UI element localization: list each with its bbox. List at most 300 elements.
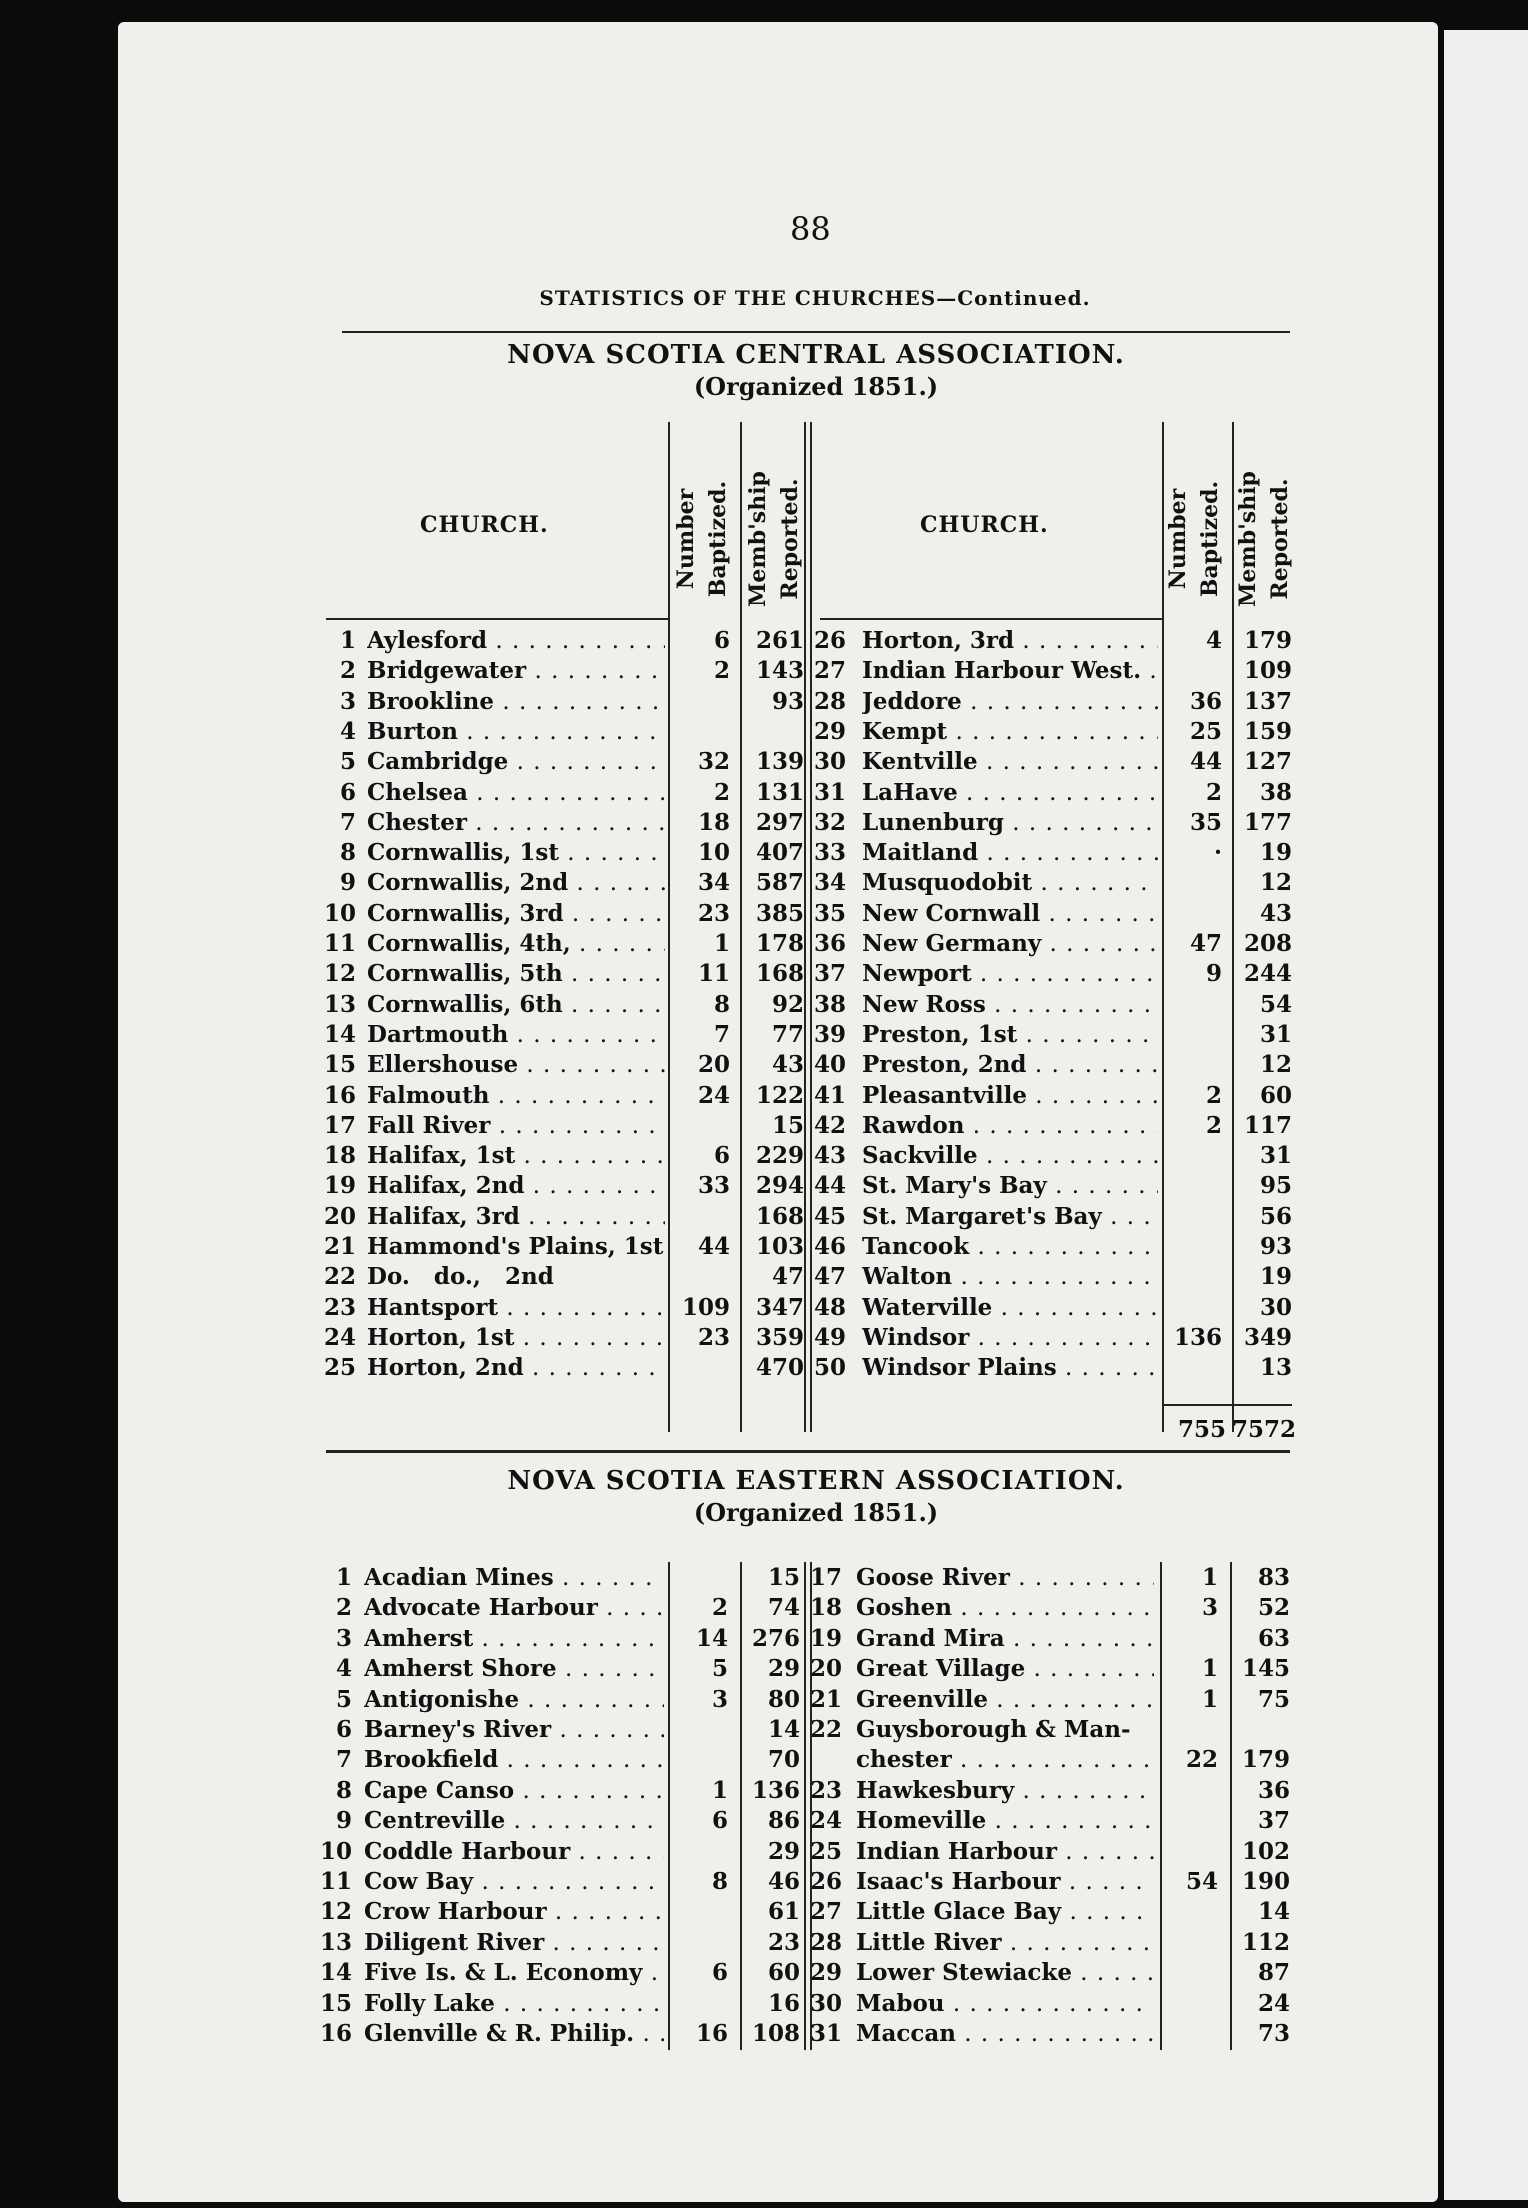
table-row (0, 1353, 1528, 1383)
row-number: 19 (809, 1624, 842, 1652)
table-row (0, 1293, 1528, 1323)
church-name: Five Is. & L. Economy . . . (364, 1958, 664, 1988)
church-name: Centreville . . . (364, 1806, 664, 1836)
table-row (0, 626, 1528, 656)
membership-value: 54 (1259, 990, 1292, 1018)
church-name: Chester . . . (367, 808, 665, 838)
membership-value: 139 (755, 748, 804, 776)
table-row (0, 1867, 1528, 1897)
row-number: 41 (813, 1081, 846, 1109)
row-number: 15 (319, 1989, 352, 2017)
baptized-value: 44 (1189, 748, 1222, 776)
row-number: 44 (813, 1172, 846, 1200)
baptized-value: 5 (711, 1655, 728, 1683)
membership-value: 31 (1259, 1142, 1292, 1170)
membership-value: 61 (767, 1898, 800, 1926)
membership-value: 179 (1243, 627, 1292, 654)
row-number: 21 (323, 1233, 356, 1260)
membership-value: 159 (1243, 717, 1292, 745)
row-number: 5 (339, 748, 356, 776)
table-row (0, 838, 1528, 868)
membership-value: 60 (767, 1959, 800, 1987)
row-number: 22 (323, 1263, 356, 1291)
church-name: St. Margaret's Bay . . . (862, 1202, 1158, 1232)
table-row (0, 1563, 1528, 1593)
membership-value: 407 (755, 839, 804, 867)
central-subtitle: (Organized 1851.) (693, 372, 939, 401)
row-number: 24 (323, 1323, 356, 1351)
church-name: Cornwallis, 6th . . . (367, 990, 665, 1020)
church-name: Ellershouse . . . (367, 1050, 665, 1080)
church-name: Sackville . . . (862, 1141, 1158, 1171)
row-number: 29 (813, 717, 846, 745)
baptized-value: 20 (697, 1051, 730, 1079)
membership-value: 347 (755, 1293, 804, 1321)
church-name: Jeddore . . . (862, 687, 1158, 717)
table-row (0, 1171, 1528, 1201)
header-rule-left (326, 618, 668, 620)
membership-value: 244 (1243, 960, 1292, 988)
row-number: 21 (809, 1685, 842, 1713)
church-name: Hawkesbury . . . (856, 1776, 1154, 1806)
row-number: 28 (809, 1928, 842, 1956)
church-name: Amherst Shore . . . (364, 1654, 664, 1684)
row-number: 25 (323, 1354, 356, 1382)
membership-value: 14 (1257, 1898, 1290, 1926)
church-name: Indian Harbour . . . (856, 1837, 1154, 1867)
row-number: 39 (813, 1020, 846, 1048)
church-name: Fall River . . . (367, 1111, 665, 1141)
row-number: 49 (813, 1323, 846, 1351)
church-name: Cornwallis, 4th, . . . (367, 929, 665, 959)
membership-value: 103 (755, 1233, 804, 1260)
church-name: Kempt . . . (862, 717, 1158, 747)
church-name: Amherst . . . (364, 1624, 664, 1654)
table-row (0, 1776, 1528, 1806)
col-divider (668, 422, 670, 1432)
table-row (0, 1262, 1528, 1292)
church-name: LaHave . . . (862, 778, 1158, 808)
baptized-value: 34 (697, 869, 730, 897)
table-row (0, 1624, 1528, 1654)
church-name: Burton . . . (367, 717, 665, 747)
row-number: 47 (813, 1263, 846, 1291)
table-row (0, 687, 1528, 717)
church-name: Horton, 2nd . . . (367, 1353, 665, 1383)
church-name: Antigonishe . . . (364, 1685, 664, 1715)
church-name: Falmouth . . . (367, 1081, 665, 1111)
membership-value: 29 (767, 1837, 800, 1865)
membership-value: 294 (755, 1172, 804, 1200)
membership-value: 208 (1243, 930, 1292, 957)
church-name: Crow Harbour . . . (364, 1897, 664, 1927)
church-name: Goshen . . . (856, 1593, 1154, 1623)
row-number: 25 (809, 1837, 842, 1865)
membership-value: 15 (767, 1564, 800, 1591)
baptized-value: 2 (1205, 1111, 1222, 1139)
membership-value: 92 (771, 990, 804, 1018)
eastern-title: NOVA SCOTIA EASTERN ASSOCIATION. (507, 1466, 1125, 1496)
membership-value: 52 (1257, 1594, 1290, 1622)
membership-value: 93 (771, 687, 804, 715)
row-number: 2 (335, 1594, 352, 1622)
row-number: 45 (813, 1202, 846, 1230)
membership-value: 77 (771, 1020, 804, 1048)
row-number: 27 (809, 1898, 842, 1926)
row-number: 36 (813, 930, 846, 957)
membership-value: 15 (771, 1111, 804, 1139)
row-number: 3 (339, 687, 356, 715)
church-name: Windsor Plains . . . (862, 1353, 1158, 1383)
table-row (0, 1685, 1528, 1715)
church-name: Pleasantville . . . (862, 1081, 1158, 1111)
baptized-value: 6 (713, 627, 730, 654)
row-number: 3 (335, 1624, 352, 1652)
membership-value: 190 (1241, 1868, 1290, 1895)
church-name: Glenville & R. Philip. . . . (364, 2019, 664, 2049)
row-number: 14 (323, 1020, 356, 1048)
church-header-right: CHURCH. (920, 512, 1049, 538)
row-number: 10 (319, 1837, 352, 1865)
baptized-value: 8 (711, 1868, 728, 1895)
row-number: 23 (323, 1293, 356, 1321)
table-row (0, 1928, 1528, 1958)
col-divider (1232, 422, 1234, 1432)
row-number: 17 (809, 1564, 842, 1591)
baptized-value: 2 (711, 1594, 728, 1622)
baptized-value: 16 (695, 2020, 728, 2047)
membership-value: 297 (755, 808, 804, 836)
row-number: 24 (809, 1807, 842, 1835)
membership-value: 127 (1243, 748, 1292, 776)
row-number: 11 (323, 930, 356, 957)
row-number: 33 (813, 839, 846, 867)
eastern-subtitle: (Organized 1851.) (693, 1498, 939, 1527)
col-divider (804, 422, 806, 1432)
row-number: 13 (319, 1928, 352, 1956)
membership-value: 12 (1259, 869, 1292, 897)
baptized-value: 35 (1189, 808, 1222, 836)
baptized-value: 33 (697, 1172, 730, 1200)
col-divider (668, 1562, 670, 2050)
col-divider (810, 1562, 812, 2050)
church-name: St. Mary's Bay . . . (862, 1171, 1158, 1201)
church-name: Dartmouth . . . (367, 1020, 665, 1050)
church-name: Cow Bay . . . (364, 1867, 664, 1897)
baptized-value: 25 (1189, 717, 1222, 745)
col-divider (810, 422, 812, 1432)
church-name: Cornwallis, 1st . . . (367, 838, 665, 868)
membership-value: 178 (755, 930, 804, 957)
church-name: Tancook . . . (862, 1232, 1158, 1262)
membership-value: 24 (1257, 1989, 1290, 2017)
running-head: STATISTICS OF THE CHURCHES—Continued. (539, 286, 1091, 310)
baptized-value: 24 (697, 1081, 730, 1109)
table-row (0, 747, 1528, 777)
baptized-value: 44 (697, 1233, 730, 1260)
membership-value: 36 (1257, 1776, 1290, 1804)
church-name: Cornwallis, 2nd . . . (367, 868, 665, 898)
table-row (0, 959, 1528, 989)
church-name: Rawdon . . . (862, 1111, 1158, 1141)
church-name: Goose River . . . (856, 1563, 1154, 1593)
membership-value: 109 (1243, 657, 1292, 685)
baptized-value: 23 (697, 1323, 730, 1351)
membership-value: 74 (767, 1594, 800, 1622)
church-name: Halifax, 1st . . . (367, 1141, 665, 1171)
row-number: 26 (813, 627, 846, 654)
membership-value: 117 (1243, 1111, 1292, 1139)
baptized-value: 2 (1205, 778, 1222, 806)
row-number: 7 (339, 808, 356, 836)
church-name: Folly Lake . . . (364, 1989, 664, 2019)
church-name: Guysborough & Man- (856, 1716, 1131, 1743)
membership-value: 108 (751, 2020, 800, 2047)
church-name: Chelsea . . . (367, 778, 665, 808)
membership-value: 30 (1259, 1293, 1292, 1321)
total-membership: 7572 (1232, 1416, 1297, 1443)
table-row (0, 1202, 1528, 1232)
row-number: 20 (809, 1655, 842, 1683)
membership-value: 23 (767, 1928, 800, 1956)
table-row (0, 990, 1528, 1020)
row-number: 8 (335, 1776, 352, 1804)
row-number: 13 (323, 990, 356, 1018)
membership-value: 112 (1241, 1928, 1290, 1956)
row-number: 1 (339, 627, 356, 654)
row-number: 38 (813, 990, 846, 1018)
table-row (0, 1081, 1528, 1111)
church-name: Barney's River . . . (364, 1715, 664, 1745)
baptized-header-right: Number Baptized. (1165, 480, 1223, 598)
row-number: 7 (335, 1746, 352, 1774)
baptized-value: · (1213, 839, 1222, 867)
membership-value: 56 (1259, 1202, 1292, 1230)
church-name: Preston, 2nd . . . (862, 1050, 1158, 1080)
baptized-header-left: Number Baptized. (673, 480, 731, 598)
church-name: Windsor . . . (862, 1323, 1158, 1353)
membership-value: 47 (771, 1263, 804, 1291)
baptized-value: 1 (1201, 1655, 1218, 1683)
membership-header-left: Memb'ship Reported. (745, 471, 803, 607)
church-name: Cape Canso . . . (364, 1776, 664, 1806)
church-name: Diligent River . . . (364, 1928, 664, 1958)
baptized-value: 6 (711, 1959, 728, 1987)
row-number: 46 (813, 1233, 846, 1260)
table-row (0, 868, 1528, 898)
church-name: Halifax, 3rd . . . (367, 1202, 665, 1232)
row-number: 22 (809, 1716, 842, 1743)
baptized-value: 1 (1201, 1685, 1218, 1713)
col-divider (804, 1562, 806, 2050)
row-number: 29 (809, 1959, 842, 1987)
table-row (0, 1989, 1528, 2019)
table-row (0, 929, 1528, 959)
baptized-value: 2 (713, 657, 730, 685)
church-name: Aylesford . . . (367, 626, 665, 656)
membership-value: 38 (1259, 778, 1292, 806)
row-number: 37 (813, 960, 846, 988)
church-name: Mabou . . . (856, 1989, 1154, 2019)
table-row (0, 1715, 1528, 1745)
baptized-value: 10 (697, 839, 730, 867)
row-number: 43 (813, 1142, 846, 1170)
church-name: Great Village . . . (856, 1654, 1154, 1684)
baptized-value: 6 (711, 1807, 728, 1835)
row-number: 9 (335, 1807, 352, 1835)
table-row (0, 1654, 1528, 1684)
row-number: 2 (339, 657, 356, 685)
table-row (0, 1020, 1528, 1050)
baptized-value: 11 (697, 960, 730, 988)
table-row (0, 899, 1528, 929)
church-name: Kentville . . . (862, 747, 1158, 777)
church-name: New Germany . . . (862, 929, 1158, 959)
church-name: Halifax, 2nd . . . (367, 1171, 665, 1201)
row-number: 35 (813, 899, 846, 927)
membership-value: 87 (1257, 1959, 1290, 1987)
table-row (0, 808, 1528, 838)
church-name: New Cornwall . . . (862, 899, 1158, 929)
membership-value: 12 (1259, 1051, 1292, 1079)
church-name: Musquodobit . . . (862, 868, 1158, 898)
church-name: Preston, 1st . . . (862, 1020, 1158, 1050)
row-number: 12 (319, 1898, 352, 1926)
section-rule (326, 1450, 1290, 1453)
church-name: Cambridge . . . (367, 747, 665, 777)
membership-value: 261 (755, 627, 804, 654)
table-row (0, 1806, 1528, 1836)
church-name: Brookline . . . (367, 687, 665, 717)
church-name: Cornwallis, 3rd . . . (367, 899, 665, 929)
baptized-value: 7 (713, 1020, 730, 1048)
table-row (0, 717, 1528, 747)
baptized-value: 1 (1201, 1564, 1218, 1591)
row-number: 4 (335, 1655, 352, 1683)
church-name: Acadian Mines . . . (364, 1563, 664, 1593)
baptized-value: 54 (1185, 1868, 1218, 1895)
membership-value: 102 (1241, 1837, 1290, 1865)
table-row (0, 656, 1528, 686)
table-row (0, 1897, 1528, 1927)
membership-value: 587 (755, 869, 804, 897)
row-number: 30 (809, 1989, 842, 2017)
table-row (0, 1141, 1528, 1171)
church-name: Coddle Harbour . . . (364, 1837, 664, 1867)
membership-value: 16 (767, 1989, 800, 2017)
membership-value: 37 (1257, 1807, 1290, 1835)
baptized-value: 3 (711, 1685, 728, 1713)
table-row (0, 1593, 1528, 1623)
church-name: Little Glace Bay . . . (856, 1897, 1154, 1927)
church-name: Newport . . . (862, 959, 1158, 989)
baptized-value: 6 (713, 1142, 730, 1170)
membership-value: 137 (1243, 687, 1292, 715)
church-name: Isaac's Harbour . . . (856, 1867, 1154, 1897)
church-name: Walton . . . (862, 1262, 1158, 1292)
row-number: 19 (323, 1172, 356, 1200)
baptized-value: 1 (713, 930, 730, 957)
table-row (0, 1837, 1528, 1867)
row-number: 26 (809, 1868, 842, 1895)
row-number: 12 (323, 960, 356, 988)
row-number: 50 (813, 1354, 846, 1382)
row-number: 18 (323, 1142, 356, 1170)
membership-value: 93 (1259, 1233, 1292, 1260)
church-name: Grand Mira . . . (856, 1624, 1154, 1654)
membership-value: 145 (1241, 1655, 1290, 1683)
baptized-value: 4 (1205, 627, 1222, 654)
membership-value: 43 (1259, 899, 1292, 927)
membership-value: 349 (1243, 1323, 1292, 1351)
row-number: 40 (813, 1051, 846, 1079)
membership-value: 13 (1259, 1354, 1292, 1382)
membership-value: 46 (767, 1868, 800, 1895)
col-divider (1162, 422, 1164, 1432)
central-title: NOVA SCOTIA CENTRAL ASSOCIATION. (507, 340, 1125, 370)
row-number: 14 (319, 1959, 352, 1987)
row-number: 27 (813, 657, 846, 685)
membership-value: 43 (771, 1051, 804, 1079)
church-header-left: CHURCH. (420, 512, 549, 538)
baptized-value: 36 (1189, 687, 1222, 715)
row-number: 31 (809, 2020, 842, 2047)
baptized-value: 109 (681, 1293, 730, 1321)
church-name: Indian Harbour West. . . . (862, 656, 1158, 686)
church-name: Horton, 1st . . . (367, 1323, 665, 1353)
membership-value: 86 (767, 1807, 800, 1835)
church-name: Maitland . . . (862, 838, 1158, 868)
page-number: 88 (790, 210, 831, 248)
membership-value: 276 (751, 1624, 800, 1652)
membership-value: 470 (755, 1354, 804, 1382)
table-row (0, 1111, 1528, 1141)
baptized-value: 47 (1189, 930, 1222, 957)
row-number: 32 (813, 808, 846, 836)
baptized-value: 22 (1185, 1746, 1218, 1774)
church-name: Waterville . . . (862, 1293, 1158, 1323)
church-name: chester . . . (856, 1745, 1154, 1775)
baptized-value: 2 (713, 778, 730, 806)
church-name: Horton, 3rd . . . (862, 626, 1158, 656)
row-number: 23 (809, 1776, 842, 1804)
church-name: Hammond's Plains, 1st . . . (367, 1232, 665, 1262)
header-rule-right (820, 618, 1162, 620)
church-name: Maccan . . . (856, 2019, 1154, 2049)
membership-value: 95 (1259, 1172, 1292, 1200)
col-divider (1230, 1562, 1232, 2050)
table-row (0, 1745, 1528, 1775)
baptized-value: 3 (1201, 1594, 1218, 1622)
baptized-value: 32 (697, 748, 730, 776)
row-number: 9 (339, 869, 356, 897)
membership-value: 229 (755, 1142, 804, 1170)
membership-header-right: Memb'ship Reported. (1235, 471, 1293, 607)
row-number: 10 (323, 899, 356, 927)
row-number: 31 (813, 778, 846, 806)
membership-value: 19 (1259, 839, 1292, 867)
church-name: Lunenburg . . . (862, 808, 1158, 838)
membership-value: 83 (1257, 1564, 1290, 1591)
row-number: 1 (335, 1564, 352, 1591)
col-divider (740, 1562, 742, 2050)
membership-value: 29 (767, 1655, 800, 1683)
membership-value: 122 (755, 1081, 804, 1109)
table-row (0, 2019, 1528, 2049)
membership-value: 75 (1257, 1685, 1290, 1713)
row-number: 11 (319, 1868, 352, 1895)
row-number: 18 (809, 1594, 842, 1622)
